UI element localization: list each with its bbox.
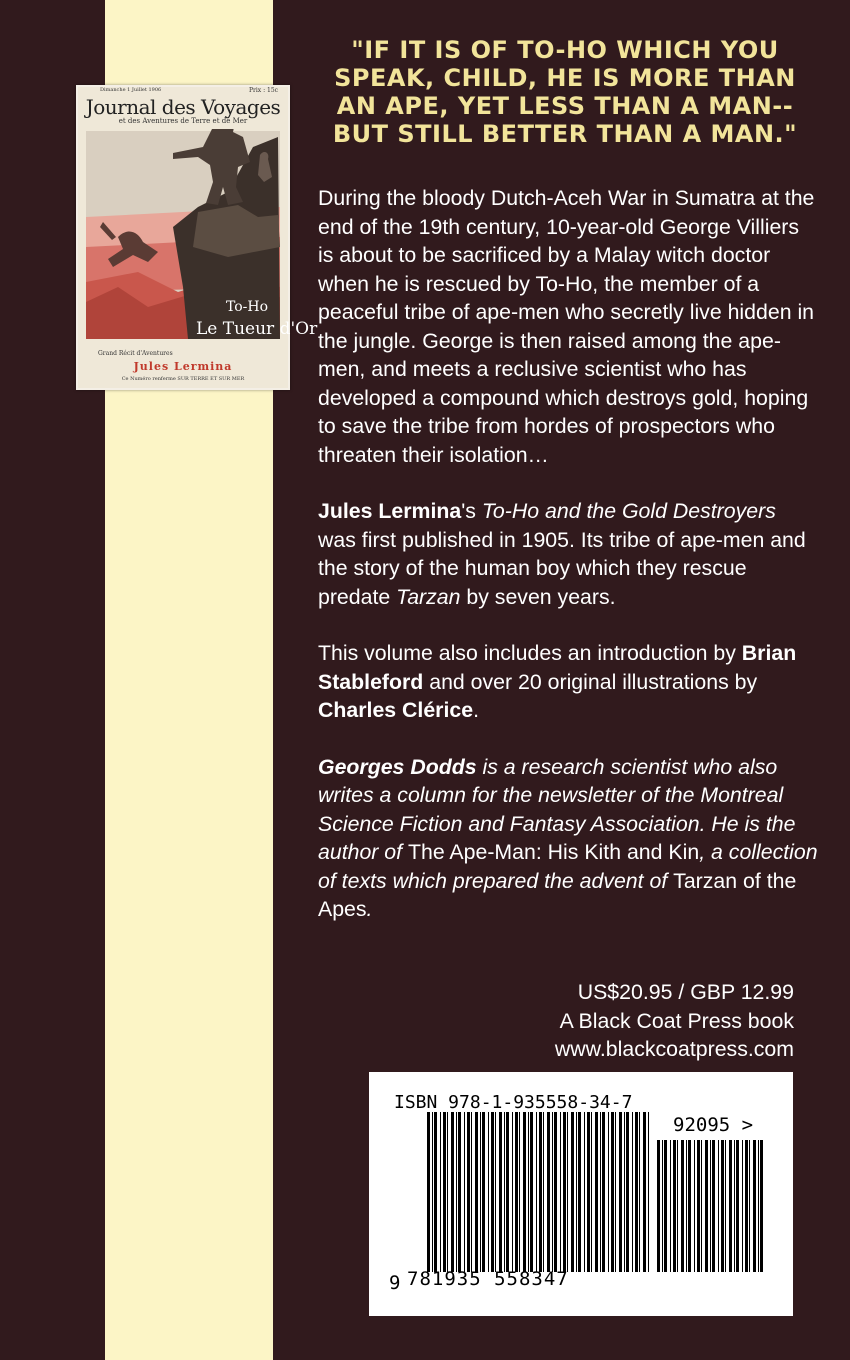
ape-man-title: The Ape-Man: His Kith and Kin [407,840,700,864]
barcode-bar [432,1112,433,1272]
barcode-bar [447,1112,448,1272]
cover-illustration [78,87,288,388]
barcode-bar [563,1112,566,1272]
barcode-bar [608,1112,609,1272]
barcode-bar [677,1140,678,1272]
barcode-bar [705,1140,708,1272]
barcode-bar [758,1140,759,1272]
illustrator-name: Charles Clérice [318,698,474,722]
history-text-a: was first published in 1905. Its tribe of ape-men and the story of the human boy which they rescue predate [318,527,806,609]
barcode-bar [688,1140,691,1272]
barcode-bar [602,1112,605,1272]
cover-footer: Ce Numéro renferme SUR TERRE ET SUR MER [121,376,245,382]
book-title: To-Ho and the Gold Destroyers [481,499,776,523]
issue-info: Dimanche 1 Juillet 1906 [100,87,162,93]
barcode-bar [664,1140,667,1272]
website-line: www.blackcoatpress.com [554,1037,794,1061]
barcode-bar [721,1140,724,1272]
barcode-bar [670,1140,671,1272]
barcode-box [369,1072,793,1316]
barcode-bar [471,1112,472,1272]
barcode-bar [488,1112,489,1272]
pull-quote [312,36,818,148]
barcode-bar [600,1112,601,1272]
barcode-bar [639,1112,640,1272]
barcode-bar [584,1112,585,1272]
barcode-bar [701,1140,702,1272]
barcode-bar [626,1112,629,1272]
barcode-bar [499,1112,502,1272]
barcode-digits: 781935 558347 [407,1268,569,1290]
barcode-bar [451,1112,454,1272]
barcode-bar [681,1140,684,1272]
barcode-bar [760,1140,763,1272]
barcode-bar [552,1112,553,1272]
barcode-bar [745,1140,748,1272]
barcode-bar [595,1112,598,1272]
barcode-bar [578,1112,581,1272]
barcode-bar [657,1140,660,1272]
barcode-bar [519,1112,520,1272]
barcode-bar [725,1140,726,1272]
barcode-bar [456,1112,457,1272]
barcode-bar [615,1112,616,1272]
bio-text-c: . [366,897,373,921]
barcode-bar [523,1112,526,1272]
barcode-bar [467,1112,470,1272]
bio-paragraph [318,753,818,924]
tarzan-apes-title: Tarzan of the Apes [318,868,797,921]
barcode-bar [443,1112,446,1272]
history-paragraph [318,497,818,611]
isbn-label: ISBN 978-1-935558-34-7 [394,1092,633,1113]
barcode-bar [543,1112,544,1272]
intro-author: Brian Stableford [318,641,797,694]
bio-text-a: is a research scientist who also writes a column for the newsletter of the Montreal Science Fiction and Fantasy Association. He is the author of [318,754,796,864]
barcode-bar [673,1140,676,1272]
publisher-line: A Black Coat Press book [559,1008,794,1033]
barcode-bar [480,1112,481,1272]
barcode-bar [648,1112,649,1272]
barcode-bar [458,1112,461,1272]
barcode-bar [694,1140,695,1272]
barcode-bar [504,1112,505,1272]
magazine-subtitle: et des Aventures de Terre et de Mer [118,117,248,125]
barcode-bar [736,1140,739,1272]
possessive-text: 's [461,499,482,523]
magazine-title: Journal des Voyages [85,95,281,119]
blurb [318,184,818,952]
barcode-bar [643,1112,646,1272]
synopsis-paragraph: During the bloody Dutch-Aceh War in Sumatra at the end of the 19th century, 10-year-old George Villiers is about to be sacrificed by a Malay witch doctor when he is rescued by To-Ho, the member of a peaceful tribe of ape-men who secretly live hidden in the jungle. George is then raised among the ape-men, and meets a reclusive scientist who has developed a compound which destroys gold, hoping to save the tribe from hordes of prospectors who threaten their isolation… [318,186,815,467]
barcode-bar [632,1112,633,1272]
contents-text-a: This volume also includes an introduction by [318,641,742,665]
barcode-bar [576,1112,577,1272]
barcode-bar [611,1112,614,1272]
barcode-bar [475,1112,478,1272]
pull-quote-text: "IF IT IS OF TO-HO WHICH YOU SPEAK, CHILD, HE IS MORE THAN AN APE, YET LESS THAN A MAN--BUT STILL BETTER THAN A MAN." [332,36,798,148]
barcode-bar [686,1140,687,1272]
series-label: Grand Récit d'Aventures [98,350,173,357]
barcode-bar [624,1112,625,1272]
contents-paragraph [318,639,818,725]
barcode-bar [734,1140,735,1272]
barcode-bar [697,1140,700,1272]
barcode-bar [530,1112,533,1272]
editor-name: Georges Dodds [318,754,477,779]
issue-price: Prix : 15c [248,87,278,94]
barcode-bar [619,1112,622,1272]
barcode-bar [591,1112,592,1272]
cover-thumbnail [76,85,318,390]
barcode-bar [495,1112,496,1272]
barcode-bar [718,1140,719,1272]
cover-author: Jules Lermina [133,360,233,373]
barcode-bar [712,1140,715,1272]
barcode-bar [539,1112,542,1272]
history-text-b: by seven years. [460,584,616,609]
barcode-bar [662,1140,663,1272]
barcode-bar [567,1112,568,1272]
barcode-bar [427,1112,430,1272]
pricing-block [555,978,794,1064]
barcode-bar [512,1112,513,1272]
barcode-bar [753,1140,756,1272]
barcode-bar [515,1112,518,1272]
tarzan-title: Tarzan [396,584,461,609]
barcode-bar [587,1112,590,1272]
barcode-lead-digit: 9 [389,1272,401,1294]
barcode-bar [749,1140,750,1272]
barcode-bar [547,1112,550,1272]
barcode-bar [491,1112,494,1272]
barcode-bar [554,1112,557,1272]
barcode-bar [571,1112,574,1272]
barcode-bar [710,1140,711,1272]
barcode-bar [560,1112,561,1272]
contents-text-b: and over 20 original illustrations by [423,669,758,694]
story-title-line1: To-Ho [226,299,269,315]
barcode-bar [434,1112,437,1272]
barcode-bar [528,1112,529,1272]
addon-code: 92095 > [673,1114,754,1136]
barcode-bar [464,1112,465,1272]
bio-text-b: , a collection of texts which prepared the advent of [318,840,818,893]
price-line: US$20.95 / GBP 12.99 [577,980,794,1004]
contents-text-c: . [473,698,480,722]
barcode-bar [729,1140,732,1272]
author-name: Jules Lermina [318,499,462,523]
barcode-bar [742,1140,743,1272]
barcode-bar [506,1112,509,1272]
barcode-bar [635,1112,638,1272]
story-title-line2: Le Tueur d'Or [196,319,318,339]
barcode-bar [440,1112,441,1272]
barcode-bar [536,1112,537,1272]
barcode-bar [482,1112,485,1272]
